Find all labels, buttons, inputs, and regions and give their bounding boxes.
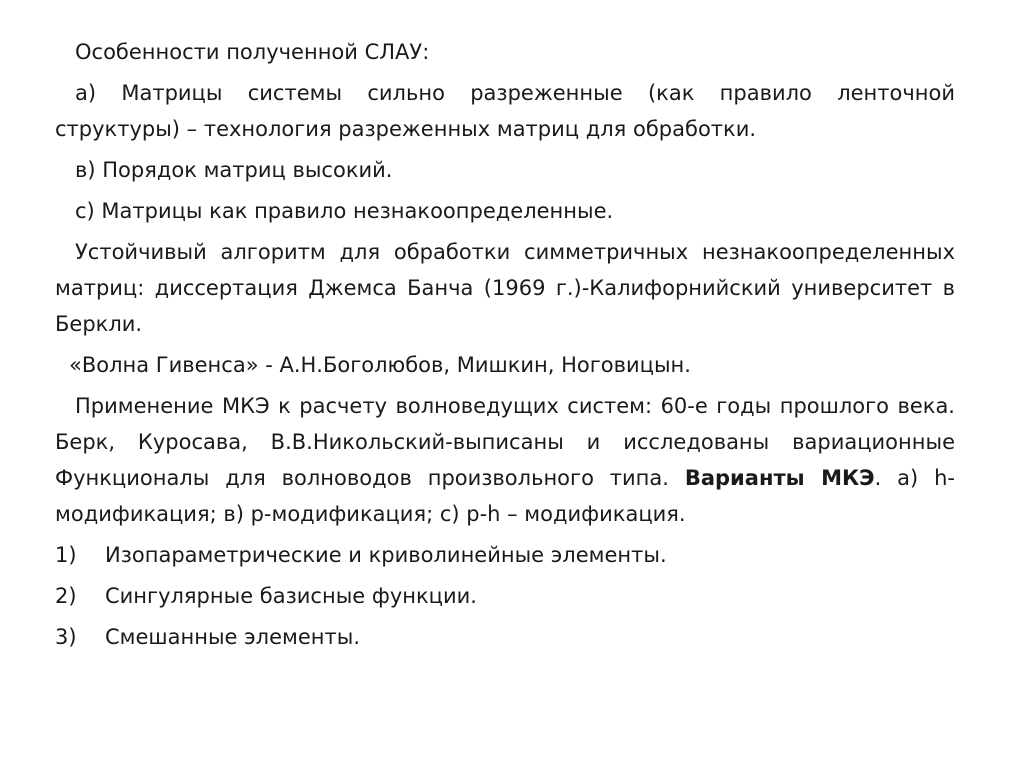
slide-content xyxy=(55,34,955,660)
list-number: 3) xyxy=(55,625,77,649)
fem-text: Применение МКЭ к расчету волноведущих систем: 60-е годы прошлого века. Берк, Куросава, В.В.Никольский-выписаны и исследованы вариационные Функционалы для волноводов произвольного типа. xyxy=(55,394,955,490)
list-number: 1) xyxy=(55,543,77,567)
list-text: Изопараметрические и криволинейные элементы. xyxy=(105,543,667,567)
list-item xyxy=(55,578,955,614)
intro-paragraph: Особенности полученной СЛАУ: xyxy=(75,40,430,64)
fem-variants-bold: Варианты МКЭ xyxy=(684,466,875,490)
point-b-paragraph: в) Порядок матриц высокий. xyxy=(75,158,393,182)
list-item xyxy=(55,619,955,655)
list-text: Сингулярные базисные функции. xyxy=(105,584,477,608)
fem-variants-rest: . а) h-модификация; в) p-модификация; с) p-h – модификация. xyxy=(55,466,955,526)
list-item xyxy=(55,537,955,573)
wave-paragraph: «Волна Гивенса» - А.Н.Боголюбов, Мишкин, Ноговицын. xyxy=(69,353,691,377)
algorithm-paragraph: Устойчивый алгоритм для обработки симметричных незнакоопределенных матриц: диссертация Джемса Банча (1969 г.)-Калифорнийский университет в Беркли. xyxy=(55,240,955,336)
point-c-paragraph: с) Матрицы как правило незнакоопределенные. xyxy=(75,199,614,223)
list-number: 2) xyxy=(55,584,77,608)
list-text: Смешанные элементы. xyxy=(105,625,360,649)
point-a-paragraph: а) Матрицы системы сильно разреженные (как правило ленточной структуры) – технология разреженных матриц для обработки. xyxy=(55,81,955,141)
fem-paragraph xyxy=(55,388,955,532)
